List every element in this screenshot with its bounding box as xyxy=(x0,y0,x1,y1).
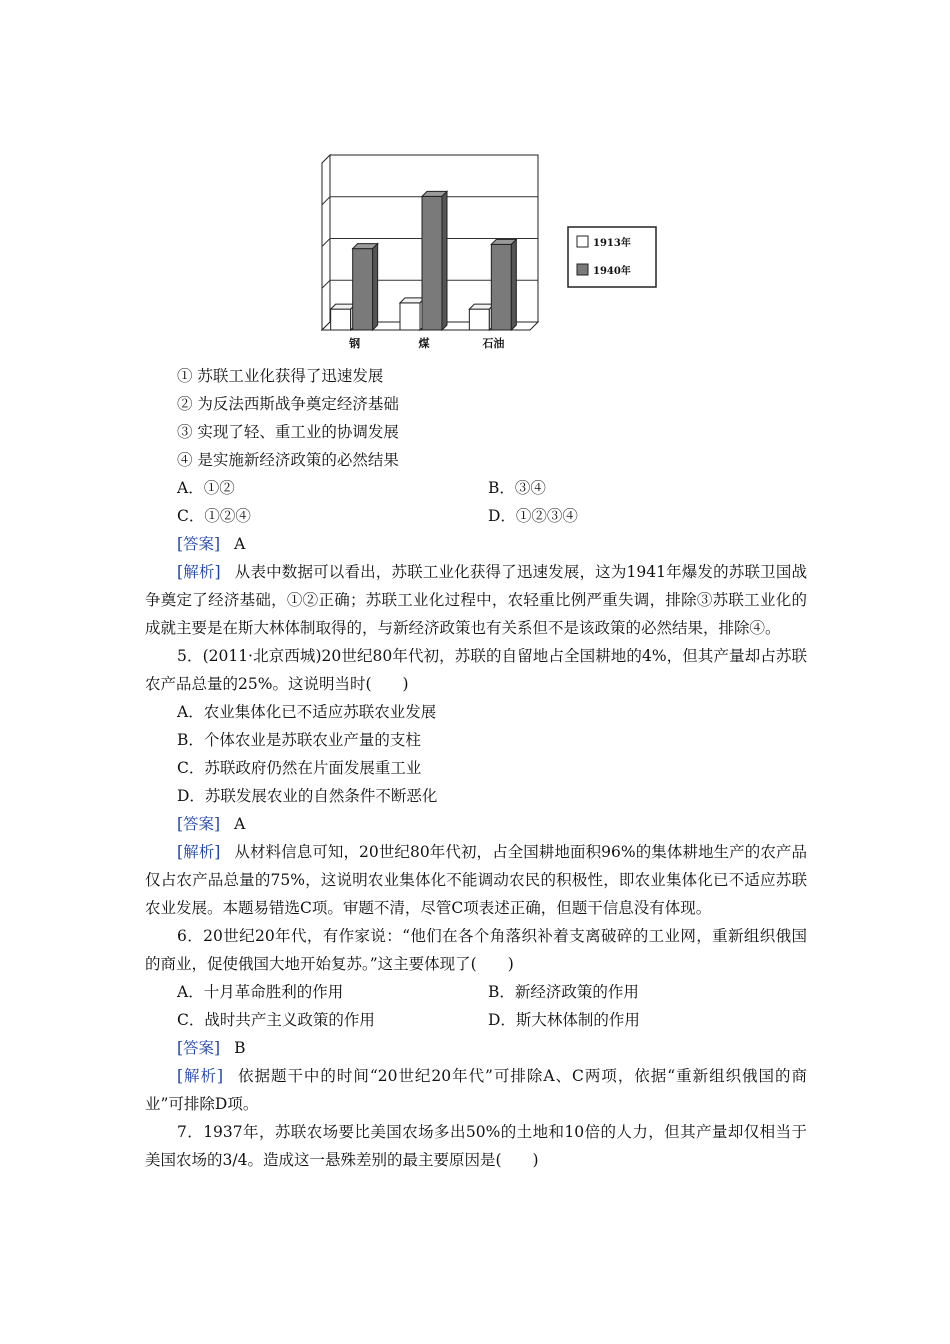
q4-choice-a[interactable]: A．①② xyxy=(177,479,235,497)
question-content xyxy=(145,362,807,1174)
bar-1940年-煤 xyxy=(422,196,442,330)
q4-answer xyxy=(145,530,807,558)
bar-1913年-煤 xyxy=(400,303,420,330)
analysis-tag: [解析] xyxy=(177,843,221,861)
q4-analysis-text: 从表中数据可以看出，苏联工业化获得了迅速发展，这为1941年爆发的苏联卫国战争奠定了经济基础，①②正确；苏联工业化过程中，农轻重比例严重失调，排除③苏联工业化的成就主要是在斯大林体制取得的，与新经济政策也有关系但不是该政策的必然结果，排除④。 xyxy=(145,563,807,637)
q5-choice-c[interactable]: C．苏联政府仍然在片面发展重工业 xyxy=(177,759,422,777)
statement-1: ① 苏联工业化获得了迅速发展 xyxy=(177,367,384,385)
q5-stem: 5．(2011·北京西城)20世纪80年代初，苏联的自留地占全国耕地的4%，但其产量却占苏联农产品总量的25%。这说明当时( ) xyxy=(145,647,807,693)
q5-answer-value: A xyxy=(234,815,246,833)
category-label: 煤 xyxy=(418,337,430,350)
q6-choice-c[interactable]: C．战时共产主义政策的作用 xyxy=(177,1011,375,1029)
statement-3: ③ 实现了轻、重工业的协调发展 xyxy=(177,423,399,441)
bar-1913年-石油 xyxy=(469,309,489,330)
answer-tag: [答案] xyxy=(177,535,221,553)
bar-1913年-钢 xyxy=(331,309,351,330)
q5-choice-a[interactable]: A．农业集体化已不适应苏联农业发展 xyxy=(177,703,437,721)
q6-choice-row-1 xyxy=(145,978,807,1006)
q5-choice-d[interactable]: D．苏联发展农业的自然条件不断恶化 xyxy=(177,787,438,805)
q4-choice-c[interactable]: C．①②④ xyxy=(177,507,251,525)
legend-label: 1940年 xyxy=(593,266,631,277)
q6-stem: 6．20世纪20年代，有作家说：“他们在各个角落织补着支离破碎的工业网，重新组织俄国的商业，促使俄国大地开始复苏。”这主要体现了( ) xyxy=(145,927,807,973)
q4-answer-value: A xyxy=(234,535,246,553)
category-label: 石油 xyxy=(482,337,505,350)
q4-choice-b[interactable]: B．③④ xyxy=(488,479,546,497)
bar-side-1940年-石油 xyxy=(511,239,516,330)
q4-choice-row-1 xyxy=(145,474,807,502)
q5-answer xyxy=(145,810,807,838)
q6-choice-b[interactable]: B．新经济政策的作用 xyxy=(488,983,639,1001)
bar-1940年-石油 xyxy=(491,244,511,330)
production-bar-chart xyxy=(300,140,670,355)
q6-choice-d[interactable]: D．斯大林体制的作用 xyxy=(488,1011,640,1029)
legend-swatch xyxy=(577,264,588,275)
analysis-tag: [解析] xyxy=(177,1067,224,1085)
q6-choice-a[interactable]: A．十月革命胜利的作用 xyxy=(177,983,344,1001)
answer-tag: [答案] xyxy=(177,815,221,833)
q6-choice-row-2 xyxy=(145,1006,807,1034)
statement-2: ② 为反法西斯战争奠定经济基础 xyxy=(177,395,399,413)
chart-category-labels xyxy=(348,336,504,350)
analysis-tag: [解析] xyxy=(177,563,221,581)
statement-4: ④ 是实施新经济政策的必然结果 xyxy=(177,451,399,469)
bar-side-1940年-钢 xyxy=(373,244,378,330)
chart-legend xyxy=(568,227,656,287)
q5-analysis xyxy=(145,838,807,922)
q6-analysis xyxy=(145,1062,807,1118)
q5-choice-b[interactable]: B．个体农业是苏联农业产量的支柱 xyxy=(177,731,421,749)
legend-label: 1913年 xyxy=(593,238,631,249)
q4-analysis xyxy=(145,558,807,642)
q6-answer xyxy=(145,1034,807,1062)
q6-answer-value: B xyxy=(234,1039,246,1057)
q5-analysis-text: 从材料信息可知，20世纪80年代初，占全国耕地面积96%的集体耕地生产的农产品仅占农产品总量的75%，这说明农业集体化不能调动农民的积极性，即农业集体化已不适应苏联农业发展。本题易错选C项。审题不清，尽管C项表述正确，但题干信息没有体现。 xyxy=(145,843,807,917)
category-label: 钢 xyxy=(349,337,361,350)
bar-side-1940年-煤 xyxy=(442,191,447,330)
q6-analysis-text: 依据题干中的时间“20世纪20年代”可排除A、C两项，依据“重新组织俄国的商业”可排除D项。 xyxy=(145,1067,807,1113)
q4-choice-d[interactable]: D．①②③④ xyxy=(488,507,578,525)
answer-tag: [答案] xyxy=(177,1039,221,1057)
bar-1940年-钢 xyxy=(353,249,373,330)
q4-choice-row-2 xyxy=(145,502,807,530)
chart-svg xyxy=(300,140,670,355)
legend-swatch xyxy=(577,236,588,247)
q7-stem: 7．1937年，苏联农场要比美国农场多出50%的土地和10倍的人力，但其产量却仅相当于美国农场的3/4。造成这一悬殊差别的最主要原因是( ) xyxy=(145,1123,807,1169)
